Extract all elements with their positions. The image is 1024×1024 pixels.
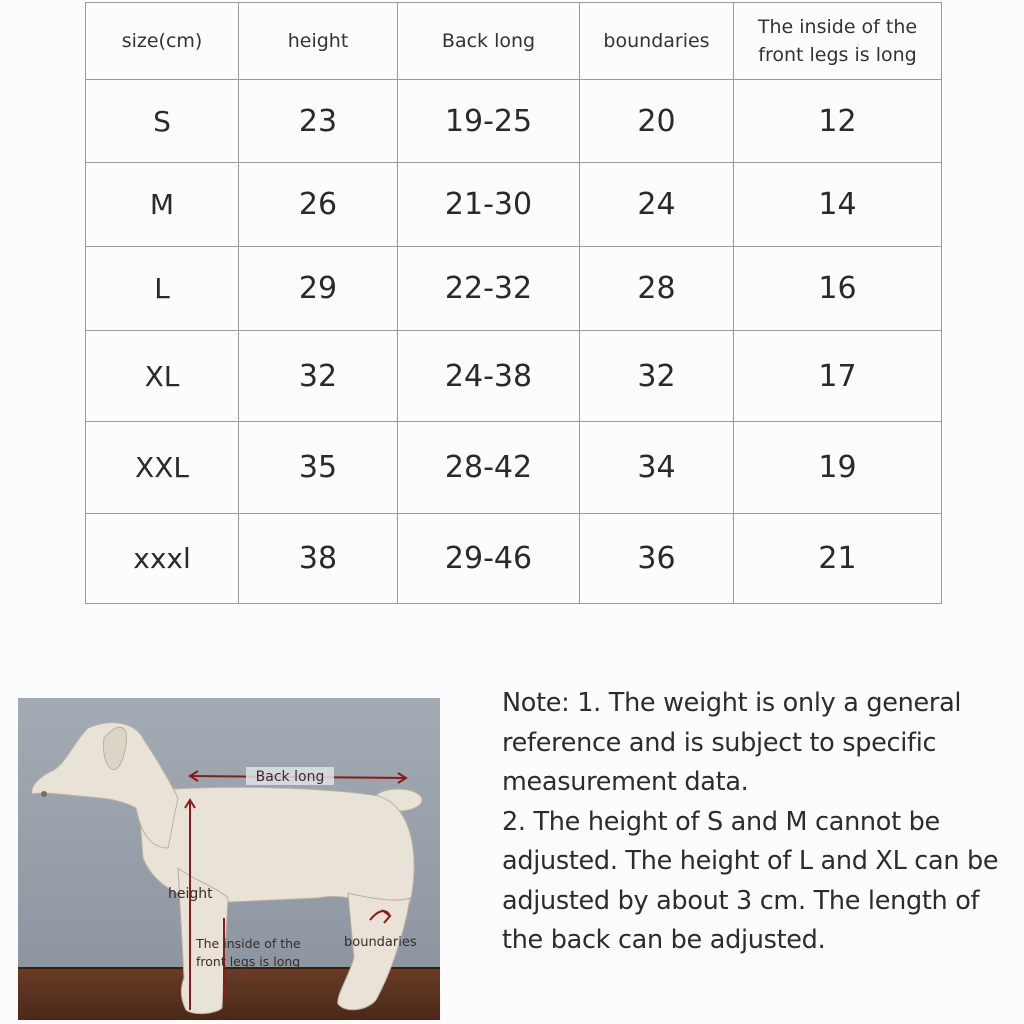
cell-boundaries: 20 bbox=[580, 80, 734, 163]
cell-front-legs: 16 bbox=[734, 247, 942, 331]
cell-boundaries: 32 bbox=[580, 331, 734, 422]
cell-size: XXL bbox=[86, 422, 239, 514]
table-row bbox=[86, 331, 942, 422]
cell-height: 23 bbox=[239, 80, 398, 163]
cell-front-legs: 17 bbox=[734, 331, 942, 422]
cell-boundaries: 24 bbox=[580, 163, 734, 247]
dog-measurement-photo bbox=[18, 698, 440, 1020]
cell-back-long: 19-25 bbox=[398, 80, 580, 163]
header-front-legs: The inside of the front legs is long bbox=[734, 3, 942, 80]
cell-height: 32 bbox=[239, 331, 398, 422]
header-back-long: Back long bbox=[398, 3, 580, 80]
cell-height: 38 bbox=[239, 514, 398, 604]
cell-size: M bbox=[86, 163, 239, 247]
cell-boundaries: 34 bbox=[580, 422, 734, 514]
header-size: size(cm) bbox=[86, 3, 239, 80]
note-text bbox=[502, 684, 1017, 961]
table-row bbox=[86, 247, 942, 331]
table-row bbox=[86, 514, 942, 604]
table-header-row bbox=[86, 3, 942, 80]
cell-back-long: 29-46 bbox=[398, 514, 580, 604]
cell-boundaries: 36 bbox=[580, 514, 734, 604]
cell-size: XL bbox=[86, 331, 239, 422]
table-row bbox=[86, 80, 942, 163]
label-back-long: Back long bbox=[255, 769, 325, 785]
cell-back-long: 21-30 bbox=[398, 163, 580, 247]
cell-back-long: 22-32 bbox=[398, 247, 580, 331]
cell-front-legs: 19 bbox=[734, 422, 942, 514]
label-height: height bbox=[168, 886, 213, 902]
cell-height: 26 bbox=[239, 163, 398, 247]
header-height: height bbox=[239, 3, 398, 80]
cell-size: L bbox=[86, 247, 239, 331]
table-row bbox=[86, 163, 942, 247]
cell-height: 29 bbox=[239, 247, 398, 331]
cell-boundaries: 28 bbox=[580, 247, 734, 331]
cell-size: xxxl bbox=[86, 514, 239, 604]
cell-back-long: 28-42 bbox=[398, 422, 580, 514]
label-front-legs-line2: front legs is long bbox=[196, 954, 301, 969]
cell-front-legs: 12 bbox=[734, 80, 942, 163]
cell-height: 35 bbox=[239, 422, 398, 514]
cell-front-legs: 14 bbox=[734, 163, 942, 247]
label-front-legs-line1: The inside of the bbox=[196, 936, 301, 951]
cell-back-long: 24-38 bbox=[398, 331, 580, 422]
header-boundaries: boundaries bbox=[580, 3, 734, 80]
cell-size: S bbox=[86, 80, 239, 163]
note-paragraph-1: Note: 1. The weight is only a general reference and is subject to specific measurement data. bbox=[502, 688, 962, 797]
note-paragraph-2: 2. The height of S and M cannot be adjusted. The height of L and XL can be adjusted by about 3 cm. The length of the back can be adjusted. bbox=[502, 806, 999, 955]
cell-front-legs: 21 bbox=[734, 514, 942, 604]
table-row bbox=[86, 422, 942, 514]
label-boundaries: boundaries bbox=[344, 935, 417, 950]
size-chart-table bbox=[85, 2, 942, 604]
